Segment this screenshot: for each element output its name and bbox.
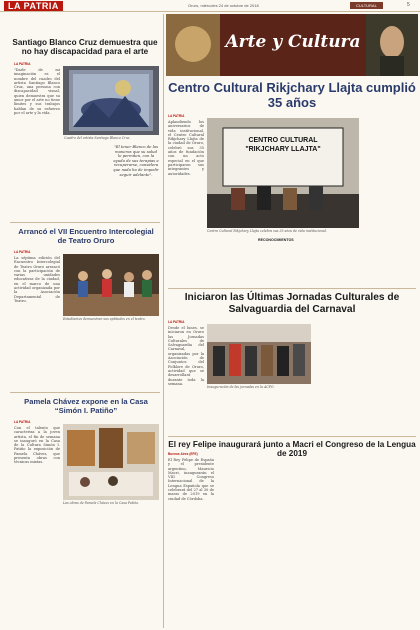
article1-body: "Darle de mi imaginación es el nombre del cuadro del artista Santiago Blanco Cruz, una persona con discapacidad visual, quien demuestra que su amor por el arte no tiene límites y sus trabajos hablan de su esfuerzo por el arte y la vida. (14, 68, 60, 115)
article2-kicker: LA PATRIA (14, 250, 31, 254)
article2-photo (63, 254, 159, 316)
article3-title: Pamela Chávez expone en la Casa “Simón I. Patiño” (24, 397, 148, 415)
article3-body-col3 (113, 512, 159, 622)
newspaper-logo: LA PATRIA (4, 1, 63, 11)
article6-title: El rey Felipe inaugurará junto a Macri el Congreso de la Lengua de 2019 (168, 440, 416, 459)
article1-body-col2 (63, 145, 109, 220)
article4-body-col4 (309, 238, 359, 284)
article5-photo (207, 324, 311, 384)
page-number: 5 (407, 2, 410, 8)
article3-body-col2 (63, 512, 109, 622)
article2-body: La séptima edición del Encuentro Intercolegial de Teatro Oruro arrancó con la participación de varias unidades educativas de la ciudad, en el marco de una actividad organizada por la Asociación Departamental de Teatro. (14, 256, 60, 303)
article1-title: Santiago Blanco Cruz demuestra que no hay discapacidad para el arte (12, 38, 158, 57)
article1-kicker: LA PATRIA (14, 62, 31, 66)
article1-photo (63, 66, 159, 135)
separator (10, 222, 160, 223)
article4-body-col2 (207, 238, 255, 284)
article3-body: Con el talento que caracteriza a la joven artista, el fin de semana se inauguró en la Casa de la Cultura Simón I. Patiño la exposición de Pamela Chávez, que presenta obras con técnicas mixtas. (14, 426, 60, 465)
article5-body-col4 (314, 324, 364, 434)
section-label: CULTURAL (350, 2, 383, 9)
dateline: Oruro, miércoles 24 de octubre de 2018 (188, 3, 259, 8)
article5-body-col2 (207, 394, 257, 434)
section-banner (166, 14, 418, 76)
article2-body-col3 (113, 328, 159, 388)
article4-body-col3 (258, 244, 306, 284)
article6-body-col4 (320, 458, 366, 624)
article3-photo (63, 424, 159, 500)
article3-kicker: LA PATRIA (14, 420, 31, 424)
article2-body-col2 (63, 328, 109, 388)
article5-body-col3 (260, 394, 310, 434)
article4-subhead: RECONOCIMIENTOS (258, 238, 294, 242)
column-divider (163, 14, 164, 628)
article4-caption: Centro Cultural Rikjchary Llajta celebra sus 35 años de vida institucional. (207, 229, 327, 233)
article2-caption: Estudiantes demuestran sus aptitudes en el teatro. (63, 317, 146, 321)
article4-title: Centro Cultural Rikjchary Llajta cumplió 35 años (168, 80, 416, 110)
separator (168, 288, 416, 289)
article5-title: Iniciaron las Últimas Jornadas Culturales de Salvaguardia del Carnaval (184, 292, 400, 315)
article6-body-col5 (369, 458, 416, 624)
article2-title: Arrancó el VII Encuentro Intercolegial de Teatro Oruro (18, 227, 154, 245)
article6-kicker: Buenos Aires (EFE) (168, 452, 198, 456)
banner-sign: CENTRO CULTURAL "RIKJCHARY LLAJTA" (245, 137, 321, 153)
article5-caption: Inauguración de las jornadas en la ACFO. (207, 385, 275, 389)
article6-body-col3 (269, 458, 317, 624)
article5-kicker: LA PATRIA (168, 320, 185, 324)
article4-kicker: LA PATRIA (168, 114, 185, 118)
article1-caption: Cuadro del artista Santiago Blanco Cruz. (64, 136, 131, 140)
article3-caption: Las obras de Pamela Chávez en la Casa Patiño. (63, 501, 140, 505)
article4-body-col5 (362, 118, 416, 284)
separator (168, 436, 416, 437)
article5-body-col5 (367, 324, 417, 434)
article4-photo (207, 118, 359, 228)
article6-body-col2 (218, 458, 266, 624)
article1-quote: "El tener Blanco de las maneras que su salud lo permiten, con la ayuda de sus terapias a recuperarse, considera que nada ha de impedir seguir adelante". (113, 144, 159, 177)
article6-body: El Rey Felipe de España y el presidente argentino, Mauricio Macri, inaugurarán el VIII Congreso Internacional de la Lengua Española que se celebrará del 27 al 30 de marzo de 2019 en la ciudad de Córdoba. (168, 458, 214, 501)
banner-title: Arte y Cultura (225, 32, 361, 52)
article4-body: Aplaudiendo los aniversarios de vida institucional, el Centro Cultural Rikjchary Llajta de la ciudad de Oruro, celebró sus 35 años de fundación con un acto especial en el que participaron sus integrantes y autoridades. (168, 120, 204, 176)
article5-body: Desde el lunes, se iniciaron en Oruro las Jornadas Culturales de Salvaguardia del Carnaval, organizadas por la Asociación de Conjuntos del Folklore de Oruro, actividad que se desarrollará durante toda la semana. (168, 326, 204, 386)
separator (10, 392, 160, 393)
